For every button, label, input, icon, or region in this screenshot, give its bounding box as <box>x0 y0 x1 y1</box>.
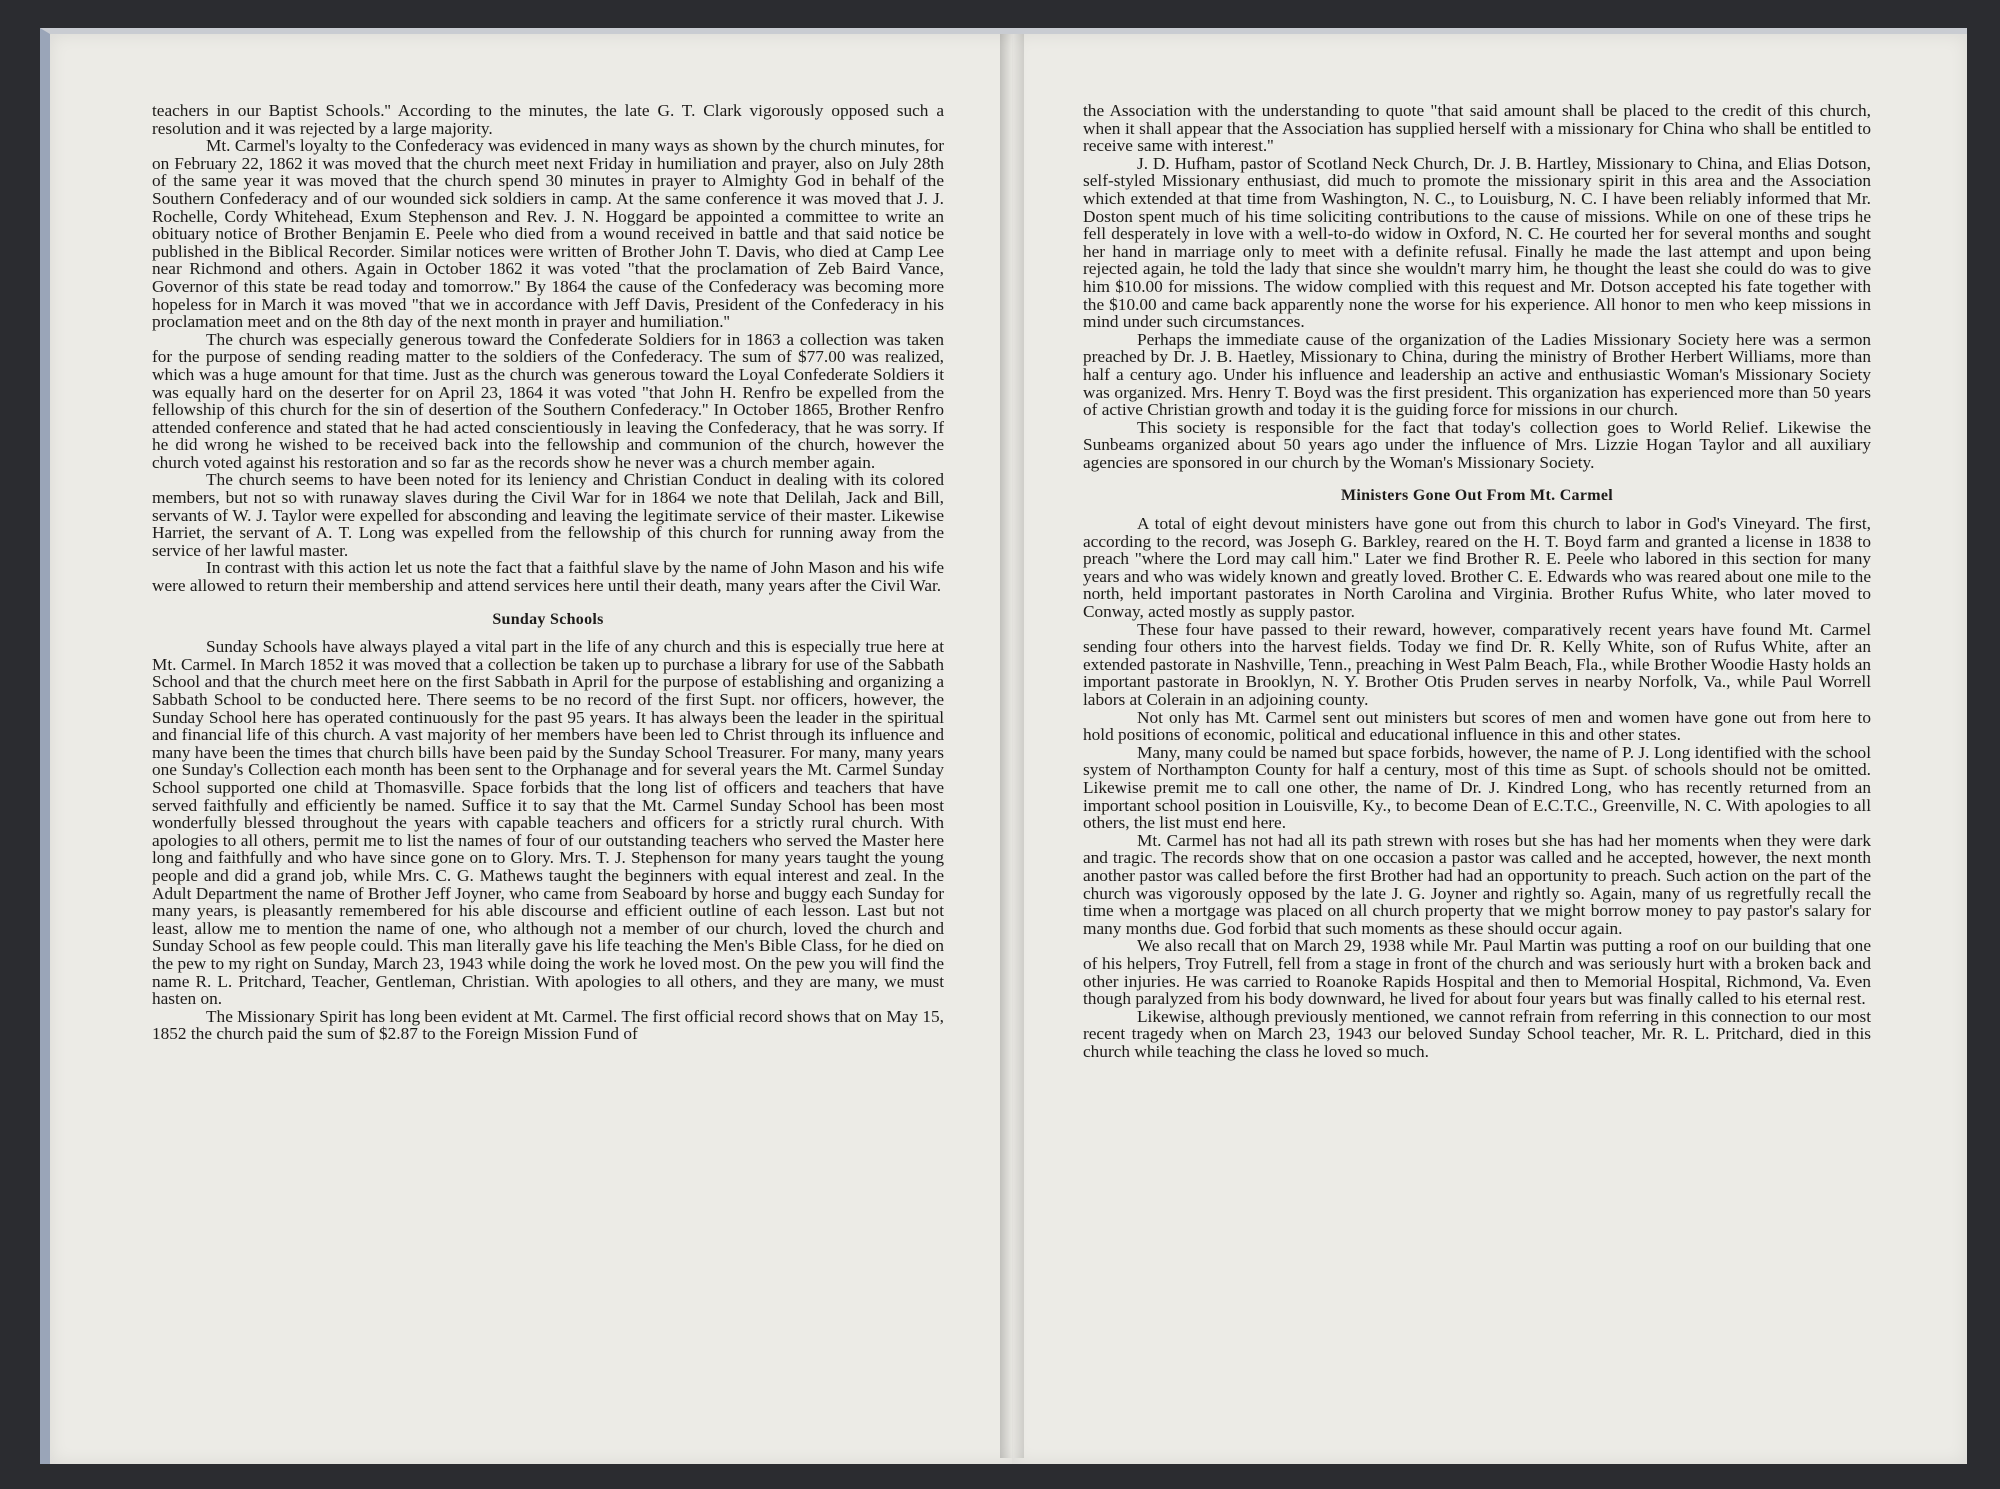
paragraph: Sunday Schools have always played a vital part in the life of any church and this is especially true here at Mt. Carmel. In March 1852 it was moved that a collection be taken up to purchase a library for use of the Sabbath School and that the church meet here on the first Sabbath in April for the purpose of establishing and organizing a Sabbath School to be conducted here. There seems to be no record of the first Supt. nor officers, however, the Sunday School here has operated continuously for the past 95 years. It has always been the leader in the spiritual and financial life of this church. A vast majority of her members have been led to Christ through its influence and many have been the times that church bills have been paid by the Sunday School Treasurer. For many, many years one Sunday's Collection each month has been sent to the Orphanage and for several years the Mt. Carmel Sunday School supported one child at Thomasville. Space forbids that the long list of officers and teachers that have served faithfully and efficiently be named. Suffice it to say that the Mt. Carmel Sunday School has been most wonderfully blessed throughout the years with capable teachers and officers for a strictly rural church. With apologies to all others, permit me to list the names of four of our outstanding teachers who served the Master here long and faithfully and who have since gone on to Glory. Mrs. T. J. Stephenson for many years taught the young people and did a grand job, while Mrs. C. G. Mathews taught the beginners with equal interest and zeal. In the Adult Department the name of Brother Jeff Joyner, who came from Seaboard by horse and buggy each Sunday for many years, is pleasantly remembered for his able discourse and efficient outline of each lesson. Last but not least, allow me to mention the name of one, who although not a member of our church, loved the church and Sunday School as few people could. This man literally gave his life teaching the Men's Bible Class, for he died on the pew to my right on Sunday, March 23, 1943 while doing the work he loved most. On the pew you will find the name R. L. Pritchard, Teacher, Gentleman, Christian. With apologies to all others, and they are many, we must hasten on. <box>152 637 944 1009</box>
book-gutter <box>1000 34 1024 1458</box>
paragraph: teachers in our Baptist Schools.'' According to the minutes, the late G. T. Clark vigorously opposed such a resolution and it was rejected by a large majority. <box>152 101 944 138</box>
paragraph: The church seems to have been noted for its leniency and Christian Conduct in dealing with its colored members, but not so with runaway slaves during the Civil War for in 1864 we note that Delilah, Jack and Bill, servants of W. J. Taylor were expelled for absconding and leaving the legitimate service of their master. Likewise Harriet, the servant of A. T. Long was expelled from the fellowship of this church for running away from the service of her lawful master. <box>152 470 944 560</box>
right-page-text <box>1083 102 1871 1060</box>
paragraph: Mt. Carmel has not had all its path strewn with roses but she has had her moments when they were dark and tragic. The records show that on one occasion a pastor was called and he accepted, however, the next month another pastor was called before the first Brother had had an opportunity to preach. Such action on the part of the church was vigorously opposed by the late J. G. Joyner and rightly so. Again, many of us regretfully recall the time when a mortgage was placed on all church property that we might borrow money to pay pastor's salary for many months due. God forbid that such moments as these should occur again. <box>1083 830 1871 938</box>
paragraph: Likewise, although previously mentioned, we cannot refrain from referring in this connection to our most recent tragedy when on March 23, 1943 our beloved Sunday School teacher, Mr. R. L. Pritchard, died in this church while teaching the class he loved so much. <box>1083 1006 1871 1061</box>
paragraph: Mt. Carmel's loyalty to the Confederacy was evidenced in many ways as shown by the church minutes, for on February 22, 1862 it was moved that the church meet next Friday in humiliation and prayer, also on July 28th of the same year it was moved that the church spend 30 minutes in prayer to Almighty God in behalf of the Southern Confederacy and of our wounded sick soldiers in camp. At the same conference it was moved that J. J. Rochelle, Cordy Whitehead, Exum Stephenson and Rev. J. N. Hoggard be appointed a committee to write an obituary notice of Brother Benjamin E. Peele who died from a wound received in battle and that said notice be published in the Biblical Recorder. Similar notices were written of Brother John T. Davis, who died at Camp Lee near Richmond and others. Again in October 1862 it was voted "that the proclamation of Zeb Baird Vance, Governor of this state be read today and tomorrow.'' By 1864 the cause of the Confederacy was becoming more hopeless for in March it was moved "that we in accordance with Jeff Davis, President of the Confederacy in his proclamation meet and on the 8th day of the next month in prayer and humiliation.'' <box>152 136 944 332</box>
paragraph: This society is responsible for the fact that today's collection goes to World Relief. Likewise the Sunbeams organized about 50 years ago under the influence of Mrs. Lizzie Hogan Taylor and all auxiliary agencies are sponsored in our church by the Woman's Missionary Society. <box>1083 417 1871 472</box>
section-heading: Sunday Schools <box>492 610 604 628</box>
paragraph: We also recall that on March 29, 1938 while Mr. Paul Martin was putting a roof on our building that one of his helpers, Troy Futrell, fell from a stage in front of the church and was seriously hurt with a broken back and other injuries. He was carried to Roanoke Rapids Hospital and then to Memorial Hospital, Richmond, Va. Even though paralyzed from his body downward, he lived for about four years but was finally called to his eternal rest. <box>1083 936 1871 1009</box>
paragraph: The church was especially generous toward the Confederate Soldiers for in 1863 a collection was taken for the purpose of sending reading matter to the soldiers of the Confederacy. The sum of $77.00 was realized, which was a huge amount for that time. Just as the church was generous toward the Loyal Confederate Soldiers it was equally hard on the deserter for on April 23, 1864 it was voted "that John H. Renfro be expelled from the fellowship of this church for the sin of desertion of the Southern Confederacy.'' In October 1865, Brother Renfro attended conference and stated that he had acted conscientiously in leaving the Confederacy, that he was sorry. If he did wrong he wished to be received back into the fellowship and communion of the church, however the church voted against his restoration and so far as the records show he never was a church member again. <box>152 329 944 472</box>
paragraph: Many, many could be named but space forbids, however, the name of P. J. Long identified with the school system of Northampton County for half a century, most of this time as Supt. of schools should not be omitted. Likewise premit me to call one other, the name of Dr. J. Kindred Long, who has recently returned from an important school position in Louisville, Ky., to become Dean of E.C.T.C., Greenville, N. C. With apologies to all others, the list must end here. <box>1083 742 1871 833</box>
paragraph: Perhaps the immediate cause of the organization of the Ladies Missionary Society here was a sermon preached by Dr. J. B. Haetley, Missionary to China, during the ministry of Brother Herbert Williams, more than half a century ago. Under his influence and leadership an active and enthusiastic Woman's Missionary Society was organized. Mrs. Henry T. Boyd was the first president. This organization has experienced more than 50 years of active Christian growth and today it is the guiding force for missions in our church. <box>1083 329 1871 420</box>
paragraph: In contrast with this action let us note the fact that a faithful slave by the name of John Mason and his wife were allowed to return their membership and attend services here until their death, many years after the Civil War. <box>152 558 944 596</box>
paragraph: the Association with the understanding to quote "that said amount shall be placed to the credit of this church, when it shall appear that the Association has supplied herself with a missionary for China who shall be entitled to receive same with interest.'' <box>1083 101 1871 156</box>
paragraph: A total of eight devout ministers have gone out from this church to labor in God's Vineyard. The first, according to the record, was Joseph G. Barkley, reared on the H. T. Boyd farm and granted a license in 1838 to preach "where the Lord may call him.'' Later we find Brother R. E. Peele who labored in this section for many years and who was widely known and greatly loved. Brother C. E. Edwards who was reared about one mile to the north, held important pastorates in North Carolina and Virginia. Brother Rufus White, who later moved to Conway, acted mostly as supply pastor. <box>1083 514 1871 622</box>
paragraph: Not only has Mt. Carmel sent out ministers but scores of men and women have gone out from here to hold positions of economic, political and educational influence in this and other states. <box>1083 707 1871 745</box>
paragraph: J. D. Hufham, pastor of Scotland Neck Church, Dr. J. B. Hartley, Missionary to China, and Elias Dotson, self-styled Missionary enthusiast, did much to promote the missionary spirit in this area and the Association which extended at that time from Washington, N. C., to Louisburg, N. C. I have been reliably informed that Mr. Doston spent much of his time soliciting contributions to the cause of missions. While on one of these trips he fell desperately in love with a well-to-do widow in Oxford, N. C. He courted her for several months and sought her hand in marriage only to meet with a definite refusal. Finally he made the last attempt and upon being rejected again, he told the lady that since she wouldn't marry him, he thought the least she could do was to give him $10.00 for missions. The widow complied with this request and Mr. Dotson accepted his fate together with the $10.00 and came back apparently none the worse for his experience. All honor to men who keep missions in mind under such circumstances. <box>1083 153 1871 332</box>
left-page-text <box>152 102 944 1043</box>
paragraph: The Missionary Spirit has long been evident at Mt. Carmel. The first official record shows that on May 15, 1852 the church paid the sum of $2.87 to the Foreign Mission Fund of <box>152 1006 944 1044</box>
paragraph: These four have passed to their reward, however, comparatively recent years have found Mt. Carmel sending four others into the harvest fields. Today we find Dr. R. Kelly White, son of Rufus White, after an extended pastorate in Nashville, Tenn., preaching in West Palm Beach, Fla., while Brother Woodie Hasty holds an important pastorate in Brooklyn, N. Y. Brother Otis Pruden serves in nearby Norfolk, Va., while Paul Worrell labors at Colerain in an adjoining county. <box>1083 619 1871 709</box>
section-heading: Ministers Gone Out From Mt. Carmel <box>1340 487 1614 505</box>
